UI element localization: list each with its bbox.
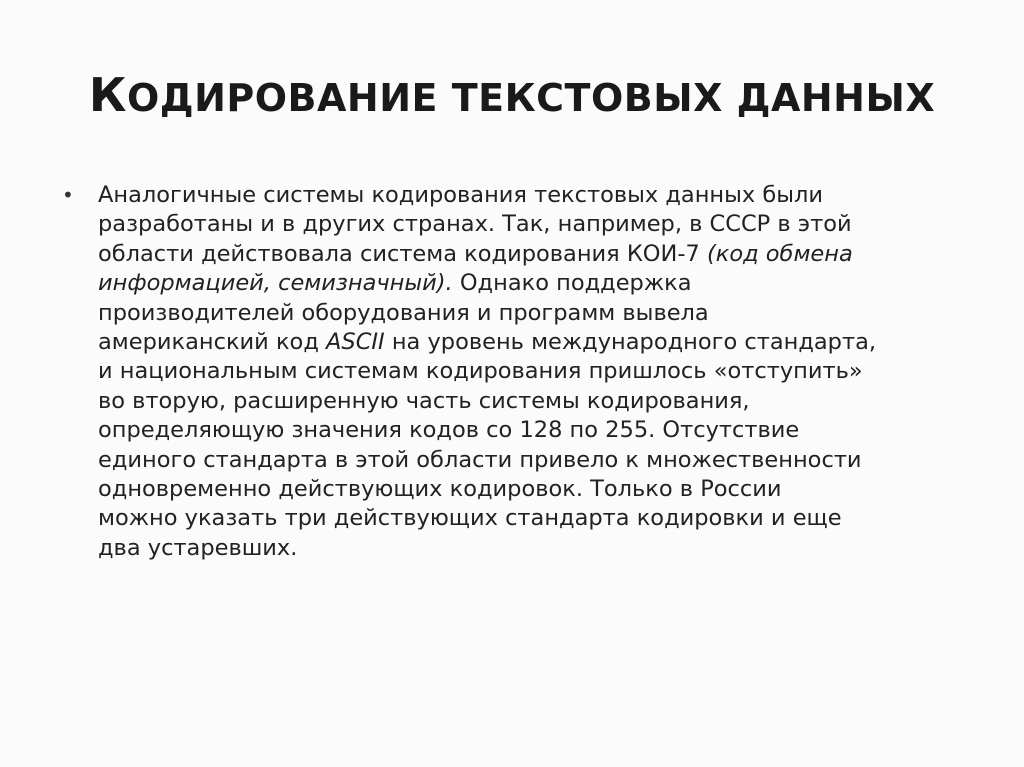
paragraph-part-3: на уровень международного стандарта, и национальным системам кодирования пришлось «отступить» во вторую, расширенную часть системы кодирования, определяющую значения кодов со 128 по 255. Отсутствие единого стандарта в этой области привело к множественности одновременно действующих кодировок. Только в России можно указать три действующих стандарта кодировки и еще два устаревших. [98, 329, 877, 561]
paragraph-italic-koi7-note: (код обмена информацией, семизначный). [98, 240, 853, 297]
bullet-item [62, 181, 962, 563]
paragraph-italic-ascii: ASCII [326, 329, 385, 356]
bullet-icon: • [62, 183, 74, 207]
slide-title-initial: К [88, 68, 127, 122]
paragraph-text [98, 181, 962, 563]
bullet-list [62, 181, 962, 563]
paragraph-part-2: Однако поддержка производителей оборудования и программ вывела американский код [98, 270, 709, 356]
slide-title-rest: ОДИРОВАНИЕ ТЕКСТОВЫХ ДАННЫХ [126, 76, 936, 120]
slide-title [0, 68, 1024, 122]
paragraph-part-1: Аналогичные системы кодирования текстовых данных были разработаны и в других странах. Так, например, в СССР в этой области действовала система кодирования КОИ-7 [98, 182, 852, 267]
